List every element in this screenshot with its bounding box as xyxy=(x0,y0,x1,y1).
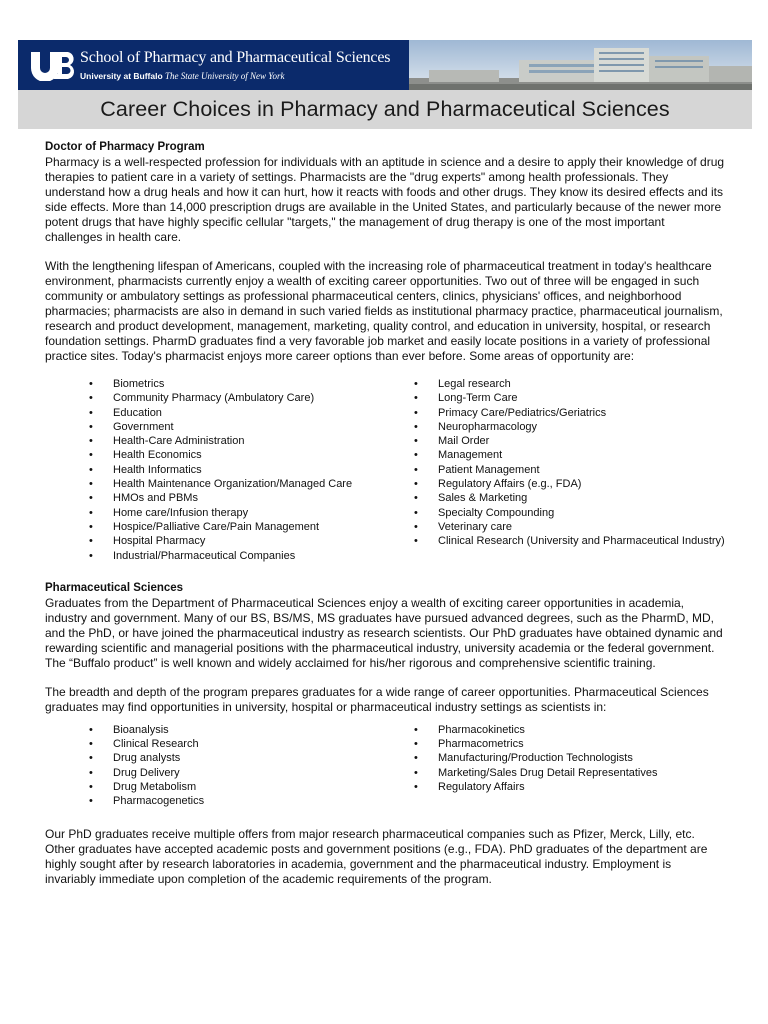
list-item: • Patient Management xyxy=(414,463,540,476)
list-item: • Marketing/Sales Drug Detail Representatives xyxy=(414,766,658,779)
university-tagline: The State University of New York xyxy=(165,71,285,81)
header-banner xyxy=(18,40,752,90)
pharmsci-opportunity-lists xyxy=(45,723,725,809)
list-item: • Drug Metabolism xyxy=(89,781,197,794)
list-item: • Hospital Pharmacy xyxy=(89,535,206,548)
university-name: University at Buffalo xyxy=(80,71,163,81)
list-item: • Hospice/Palliative Care/Pain Management xyxy=(89,520,320,533)
list-item: • Health Maintenance Organization/Managed Care xyxy=(89,478,353,491)
pharmsci-list-left xyxy=(45,723,407,809)
list-item: • Bioanalysis xyxy=(89,723,169,736)
list-item: • Industrial/Pharmaceutical Companies xyxy=(89,549,296,562)
list-item: • Health Economics xyxy=(89,449,202,462)
list-item: • Primacy Care/Pediatrics/Geriatrics xyxy=(414,406,607,419)
list-item: • Sales & Marketing xyxy=(414,492,528,505)
list-item: • Specialty Compounding xyxy=(414,506,555,519)
pharmsci-paragraph-2: The breadth and depth of the program prepares graduates for a wide range of career opportunities. Pharmaceutical Sciences graduates may find opportunities in university, hospital or pharmaceutical industry settings as scientists in: xyxy=(45,684,709,714)
list-item: • Drug analysts xyxy=(89,752,181,765)
banner-building-photo xyxy=(409,40,752,90)
pharmd-list-left xyxy=(45,377,407,563)
list-item: • Community Pharmacy (Ambulatory Care) xyxy=(89,392,315,405)
list-item: • Home care/Infusion therapy xyxy=(89,506,249,519)
list-item: • Management xyxy=(414,449,503,462)
document-body xyxy=(45,140,725,887)
title-bar xyxy=(18,90,752,129)
university-line xyxy=(80,71,284,81)
pharmsci-paragraph-3: Our PhD graduates receive multiple offers from major research pharmaceutical companies such as Pfizer, Merck, Lilly, etc. Other graduates have accepted academic posts and government positions (e.g., FDA). PhD graduates of the department are highly sought after by research laboratories in academia, government and the pharmaceutical industry. Employment is invariably immediate upon completion of the academic requirements of the program. xyxy=(45,826,708,886)
list-item: • Health-Care Administration xyxy=(89,435,245,448)
section-heading-pharm-sciences: Pharmaceutical Sciences xyxy=(45,581,184,594)
list-item: • Pharmacogenetics xyxy=(89,795,205,808)
list-item: • Drug Delivery xyxy=(89,766,180,779)
list-item: • Regulatory Affairs (e.g., FDA) xyxy=(414,478,582,491)
building-photo-icon xyxy=(409,40,752,90)
list-item: • Clinical Research xyxy=(89,738,199,751)
list-item: • Mail Order xyxy=(414,435,490,448)
ub-logo-icon xyxy=(28,49,76,81)
section-heading-pharmd: Doctor of Pharmacy Program xyxy=(45,141,205,153)
list-item: • HMOs and PBMs xyxy=(89,492,198,505)
pharmd-opportunity-lists xyxy=(45,377,725,563)
list-item: • Pharmacokinetics xyxy=(414,723,525,736)
list-item: • Regulatory Affairs xyxy=(414,781,525,794)
pharmd-list-right xyxy=(407,377,725,563)
school-name: School of Pharmacy and Pharmaceutical Sciences xyxy=(80,49,391,66)
list-item: • Biometrics xyxy=(89,378,165,390)
pharmsci-list-right xyxy=(407,723,725,809)
list-item: • Clinical Research (University and Pharmaceutical Industry) xyxy=(414,535,725,548)
list-item: • Legal research xyxy=(414,378,511,390)
pharmsci-paragraph-1: Graduates from the Department of Pharmaceutical Sciences enjoy a wealth of exciting career opportunities in academia, industry and government. Many of our BS, BS/MS, MS graduates have pursued advanced degrees, such as the PharmD, MD, and the PhD, or have joined the pharmaceutical industry as research scientists. Our PhD graduates have obtained dynamic and rewarding scientific and managerial positions with the pharmaceutical industry, university academia or the federal government. The “Buffalo product” is well known and widely acclaimed for his/her rigorous and comprehensive scientific training. xyxy=(45,595,723,670)
pharmd-paragraph-2: With the lengthening lifespan of Americans, coupled with the increasing role of pharmaceutical treatment in today's healthcare environment, pharmacists currently enjoy a wealth of exciting career opportunities. Two out of three will be engaged in such community or ambulatory settings as professional pharmaceutical centers, clinics, physicians' offices, and neighborhood pharmacies; pharmacists are also in demand in such varied fields as institutional pharmacy practice, pharmaceutical journalism, research and product development, management, marketing, quality control, and education in university, hospital, or research foundation settings. PharmD graduates find a very favorable job market and easily locate positions in a variety of professional practice sites. Today's pharmacist enjoys more career options than ever before. Some areas of opportunity are: xyxy=(45,259,723,363)
banner-brand-area xyxy=(18,40,409,90)
list-item: • Pharmacometrics xyxy=(414,738,524,751)
page-title: Career Choices in Pharmacy and Pharmaceutical Sciences xyxy=(100,97,670,121)
list-item: • Long-Term Care xyxy=(414,392,518,405)
list-item: • Manufacturing/Production Technologists xyxy=(414,752,633,765)
list-item: • Health Informatics xyxy=(89,463,202,476)
list-item: • Neuropharmacology xyxy=(414,420,538,433)
pharmd-paragraph-1: Pharmacy is a well-respected profession for individuals with an aptitude in science and a desire to apply their knowledge of drug therapies to patient care in a variety of settings. Pharmacists are the "drug experts" among health professionals. They understand how a drug heals and how it can hurt, how it reacts with foods and other drugs. They know its desired effects and its side effects. More than 14,000 prescription drugs are available in the United States, and particularly because of the newer more potent drugs that have highly specific cellular "targets," the management of drug therapy is one of the most important challenges in health care. xyxy=(45,155,725,244)
list-item: • Education xyxy=(89,406,162,419)
list-item: • Veterinary care xyxy=(414,520,512,533)
list-item: • Government xyxy=(89,420,174,433)
